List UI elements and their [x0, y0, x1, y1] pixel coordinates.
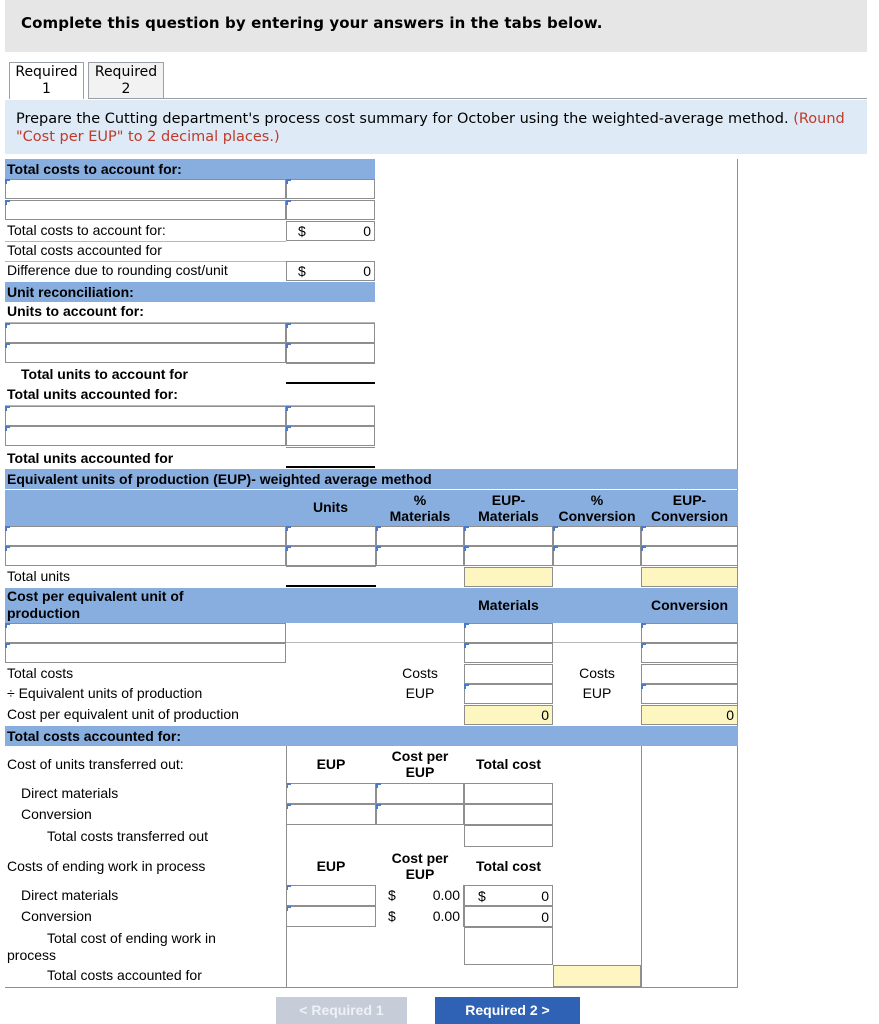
- grand-total-value: [553, 965, 641, 987]
- eup-col-pct-conversion-1: %: [590, 492, 604, 508]
- instructions-note: (Round "Cost per EUP" to 2 decimal places.): [16, 111, 845, 145]
- cost-amount-input-1[interactable]: [286, 179, 375, 199]
- cpe-eup-conversion-input[interactable]: [641, 684, 738, 704]
- total-costs-to-account-value: [286, 221, 375, 241]
- wip-conv-eup-input[interactable]: [286, 906, 376, 927]
- total-units-to-account-value: [286, 363, 375, 384]
- wip-conv-total: [464, 906, 553, 927]
- eup-column-header-row: [5, 490, 738, 526]
- cost-per-eup-conversion-input-1[interactable]: [641, 623, 738, 643]
- eup-conversion-cell-1: [641, 526, 738, 546]
- cpe-divide-eup-row: [5, 684, 738, 704]
- eup-heading-row: [5, 469, 738, 489]
- costs-heading-fill: [286, 159, 375, 179]
- question-title: Complete this question by entering your answers in the tabs below.: [21, 14, 603, 32]
- transferred-conv-label: Conversion: [21, 806, 92, 822]
- cpe-materials-value: 0: [541, 707, 549, 723]
- total-units-to-account-label: Total units to account for: [21, 366, 188, 382]
- eup-pct-materials-input-1[interactable]: [376, 526, 464, 546]
- eup-col-pct-materials-1: %: [413, 492, 427, 508]
- col-line: [286, 746, 287, 987]
- units-label-input-1[interactable]: [5, 323, 286, 343]
- wip-conv-cost-per-value: 0.00: [432, 908, 460, 924]
- total-costs-to-account-label: Total costs to account for:: [7, 222, 166, 238]
- cost-per-eup-materials-input-1[interactable]: [464, 623, 553, 643]
- grid-bottom-border: [5, 987, 738, 988]
- cost-per-eup-col-conversion: Conversion: [650, 597, 728, 613]
- eup-col-eup-conversion-2: Conversion: [650, 508, 728, 524]
- cpe-eup-word-conversion: EUP: [582, 685, 612, 701]
- total-transferred-label: Total costs transferred out: [47, 828, 209, 844]
- wip-conv-total-value: 0: [541, 909, 549, 925]
- eup-label-input-1[interactable]: [5, 526, 286, 546]
- eup-col-eup-materials-2: Materials: [478, 508, 539, 524]
- eup-materials-cell-2: [464, 546, 553, 566]
- cost-per-eup-conversion-input-2[interactable]: [641, 643, 738, 663]
- difference-dollar: $: [298, 263, 306, 279]
- question-header: [5, 0, 867, 52]
- ending-wip-col-cost-per-eup-2: EUP: [405, 866, 435, 882]
- eup-col-pct-materials: [376, 490, 464, 526]
- eup-total-conversion-value: [641, 567, 738, 587]
- cpe-costs-word-materials: Costs: [402, 665, 438, 681]
- ending-wip-col-cost-per-eup: [376, 847, 464, 884]
- units-accounted-amount-input-1[interactable]: [286, 406, 375, 426]
- eup-col-eup-materials: [464, 490, 553, 526]
- cpe-total-costs-conversion: [641, 664, 738, 684]
- total-ending-wip-row: [5, 928, 738, 965]
- tab-required-2-line2: 2: [121, 81, 131, 97]
- units-label-input-2[interactable]: [5, 343, 286, 363]
- tab-required-1[interactable]: [9, 62, 84, 99]
- unit-reconciliation-row: [5, 282, 375, 302]
- eup-col-pct-materials-2: Materials: [389, 508, 451, 524]
- wip-dm-cost-per-value: 0.00: [432, 887, 460, 903]
- total-costs-accounted-label: Total costs accounted for: [7, 242, 162, 258]
- costs-heading-row: [5, 159, 286, 179]
- total-costs-dollar: $: [298, 223, 306, 239]
- cpe-divide-eup-label: ÷ Equivalent units of production: [7, 685, 203, 701]
- transferred-col-cost-per-eup: [376, 746, 464, 783]
- cost-amount-input-2[interactable]: [286, 200, 375, 220]
- cost-per-eup-label-input-2[interactable]: [5, 643, 286, 663]
- ending-wip-col-eup: EUP: [316, 858, 346, 874]
- units-to-account-heading-row: [5, 302, 738, 322]
- eup-col-eup-materials-1: EUP-: [491, 492, 526, 508]
- cpe-total-costs-row: [5, 664, 738, 684]
- units-accounted-label-input-1[interactable]: [5, 406, 286, 426]
- cpe-materials-result: [464, 705, 553, 725]
- eup-heading: Equivalent units of production (EUP)- weighted average method: [7, 471, 432, 487]
- costs-heading: Total costs to account for:: [7, 161, 182, 177]
- total-units-accounted-label: Total units accounted for: [7, 450, 174, 466]
- ending-wip-header-row: [5, 847, 738, 884]
- wip-dm-eup-input[interactable]: [286, 885, 376, 906]
- difference-value-box: [286, 261, 375, 281]
- cpe-eup-materials-input[interactable]: [464, 684, 553, 704]
- next-required-button[interactable]: Required 2 >: [435, 997, 580, 1024]
- transferred-conv-cost-per-input[interactable]: [376, 804, 464, 825]
- wip-dm-label: Direct materials: [21, 887, 119, 903]
- transferred-col-eup: EUP: [316, 756, 346, 772]
- eup-pct-conversion-input-2[interactable]: [553, 546, 641, 566]
- transferred-dm-label: Direct materials: [21, 785, 119, 801]
- tab-required-1-line1: Required: [15, 64, 78, 80]
- tab-divider: [164, 98, 867, 99]
- cost-per-eup-heading: Cost per equivalent unit of production: [7, 588, 184, 621]
- eup-pct-materials-input-2[interactable]: [376, 546, 464, 566]
- cpe-cost-per-eup-row: [5, 705, 738, 725]
- total-ending-wip-label-2: process: [7, 947, 57, 963]
- wip-conv-cost-per-dollar: $: [388, 908, 396, 924]
- divider: [286, 642, 464, 643]
- tab-required-2[interactable]: [88, 62, 164, 99]
- units-amount-input-1[interactable]: [286, 323, 375, 343]
- units-accounted-amount-input-2[interactable]: [286, 426, 375, 446]
- eup-total-units-value: [286, 566, 376, 587]
- wip-dm-total-value: 0: [541, 888, 549, 904]
- transferred-dm-cost-per-input[interactable]: [376, 783, 464, 804]
- unit-reconciliation-heading: Unit reconciliation:: [7, 284, 134, 300]
- accounted-heading: Total costs accounted for:: [7, 728, 181, 744]
- total-costs-accounted-row: [5, 241, 738, 261]
- total-transferred-row: [5, 826, 738, 847]
- ending-wip-label: Costs of ending work in process: [7, 858, 206, 874]
- col-line: [641, 746, 642, 987]
- transferred-label: Cost of units transferred out:: [7, 756, 184, 772]
- total-ending-wip-label-1: Total cost of ending work in: [47, 930, 216, 946]
- transferred-dm-eup-input[interactable]: [286, 783, 376, 804]
- transferred-conv-total: [464, 804, 553, 825]
- units-amount-input-2[interactable]: [286, 343, 375, 363]
- cpe-total-costs-label: Total costs: [7, 665, 74, 681]
- units-accounted-heading-row: [5, 385, 738, 405]
- transferred-dm-total: [464, 783, 553, 804]
- wip-conv-cost-per: [376, 906, 464, 927]
- eup-total-materials-value: [464, 567, 553, 587]
- units-accounted-label-input-2[interactable]: [5, 426, 286, 446]
- divider: [553, 642, 641, 643]
- eup-col-pct-conversion: [553, 490, 641, 526]
- cpe-total-costs-materials: [464, 664, 553, 684]
- transferred-header-row: [5, 746, 738, 783]
- transferred-col-total-cost: Total cost: [475, 756, 542, 772]
- eup-col-eup-conversion-1: EUP-: [672, 492, 707, 508]
- total-costs-value: 0: [363, 223, 371, 239]
- eup-total-units-label: Total units: [7, 568, 71, 584]
- eup-units-input-2[interactable]: [286, 546, 376, 566]
- eup-label-input-2[interactable]: [5, 546, 286, 566]
- ending-wip-col-cost-per-eup-1: Cost per: [391, 850, 449, 866]
- cost-per-eup-materials-input-2[interactable]: [464, 643, 553, 663]
- units-to-account-heading: Units to account for:: [7, 303, 144, 319]
- cpe-conversion-result: [641, 705, 738, 725]
- cpe-costs-word-conversion: Costs: [579, 665, 615, 681]
- units-accounted-heading: Total units accounted for:: [7, 386, 178, 402]
- eup-materials-cell-1: [464, 526, 553, 546]
- total-units-accounted-value: [286, 447, 375, 468]
- eup-units-input-1[interactable]: [286, 526, 376, 546]
- cost-label-input-1[interactable]: [5, 179, 286, 199]
- cost-per-eup-col-materials: Materials: [478, 597, 539, 613]
- ending-wip-col-total-cost: Total cost: [475, 858, 542, 874]
- difference-label: Difference due to rounding cost/unit: [7, 262, 228, 278]
- tab-required-1-line2: 1: [42, 81, 51, 97]
- eup-pct-conversion-input-1[interactable]: [553, 526, 641, 546]
- wip-dm-cost-per: [376, 885, 464, 906]
- eup-col-eup-conversion: [641, 490, 738, 526]
- total-transferred-value: [464, 825, 553, 847]
- eup-col-units: Units: [313, 499, 348, 515]
- wip-dm-cost-per-dollar: $: [388, 887, 396, 903]
- grand-total-label: Total costs accounted for: [47, 967, 202, 983]
- prev-required-button[interactable]: < Required 1: [276, 997, 407, 1024]
- total-ending-wip-value: [464, 927, 553, 965]
- wip-dm-total: [464, 885, 553, 906]
- cost-per-eup-header-row: [5, 588, 738, 623]
- cost-per-eup-label-input-1[interactable]: [5, 623, 286, 643]
- difference-value: 0: [363, 263, 371, 279]
- tab-required-2-line1: Required: [94, 64, 158, 80]
- wip-conv-label: Conversion: [21, 908, 92, 924]
- instructions-text: Prepare the Cutting department's process cost summary for October using the weighted-average method.: [16, 111, 789, 127]
- cpe-conversion-value: 0: [726, 707, 734, 723]
- cpe-cost-per-eup-label: Cost per equivalent unit of production: [7, 706, 239, 722]
- wip-dm-total-dollar: $: [478, 888, 486, 904]
- cost-label-input-2[interactable]: [5, 200, 286, 220]
- accounted-heading-row: [5, 726, 738, 746]
- eup-conversion-cell-2: [641, 546, 738, 566]
- transferred-conv-eup-input[interactable]: [286, 804, 376, 825]
- cpe-eup-word-materials: EUP: [405, 685, 435, 701]
- eup-col-pct-conversion-2: Conversion: [558, 508, 636, 524]
- transferred-col-cost-per-eup-2: EUP: [405, 764, 435, 780]
- transferred-col-cost-per-eup-1: Cost per: [391, 748, 449, 764]
- instructions: [5, 100, 867, 154]
